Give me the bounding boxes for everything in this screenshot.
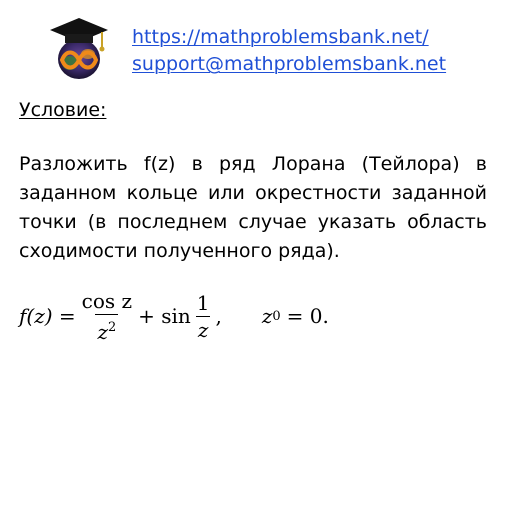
graduation-cap-logo-icon: [48, 16, 110, 80]
z0-variable: z: [261, 304, 273, 328]
fraction-cos-numerator: cos z: [81, 288, 133, 313]
fraction-cos-denominator-var: z: [97, 319, 108, 344]
fraction-inverse-z: [195, 292, 212, 341]
z0-subscript: 0: [272, 308, 281, 324]
formula-comma: ,: [215, 304, 222, 328]
function-formula: [19, 284, 329, 348]
formula-lhs: f(z) =: [19, 304, 76, 328]
condition-heading: Условие:: [19, 99, 107, 121]
formula-plus-sin: + sin: [138, 304, 191, 328]
problem-line: сходимости полученного ряда).: [19, 240, 340, 262]
fraction-cos-denominator-exponent: 2: [108, 319, 117, 335]
fraction-inverse-z-numerator: 1: [196, 290, 210, 315]
support-email-link[interactable]: support@mathproblemsbank.net: [132, 53, 447, 75]
site-link[interactable]: https://mathproblemsbank.net/: [132, 26, 429, 48]
problem-line: Разложить f(z) в ряд Лорана (Тейлора) в: [19, 153, 487, 175]
z0-value: = 0.: [286, 304, 329, 328]
problem-line: заданном кольце или окрестности заданной: [19, 182, 487, 204]
fraction-cos: [80, 290, 134, 343]
header-links: [132, 24, 446, 78]
problem-line: точки (в последнем случае указать область: [19, 211, 487, 233]
problem-statement: [19, 150, 487, 266]
fraction-cos-denominator: [95, 314, 118, 343]
fraction-inverse-z-denominator: z: [197, 317, 209, 342]
